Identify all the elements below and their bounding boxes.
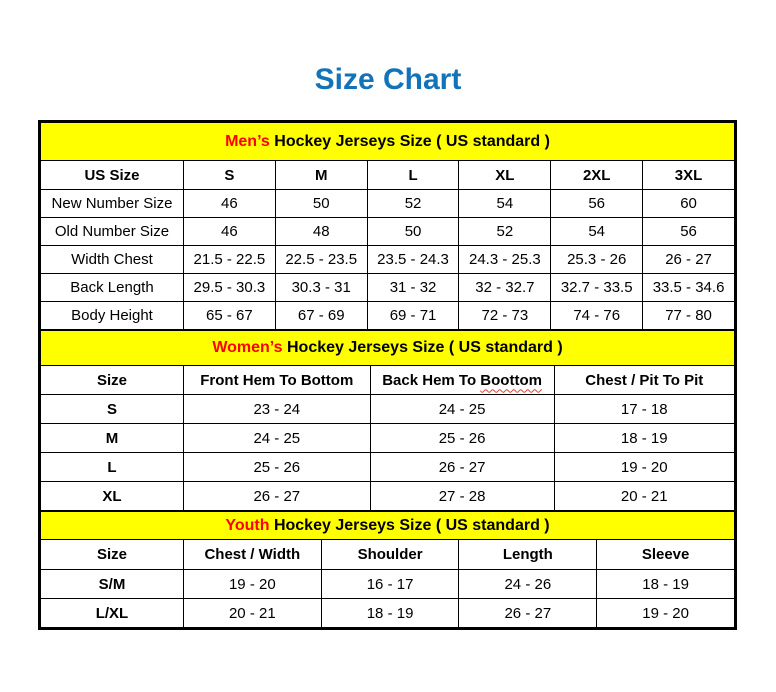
column-header: Size: [41, 540, 184, 570]
back-hem-header-text: Back Hem To: [382, 371, 481, 389]
size-value: 26 - 27: [643, 246, 735, 274]
size-value: 74 - 76: [551, 302, 643, 330]
column-header: 2XL: [551, 161, 643, 190]
row-label: Width Chest: [41, 246, 184, 274]
size-value: 16 - 17: [321, 570, 459, 599]
size-value: 32.7 - 33.5: [551, 274, 643, 302]
size-value: 22.5 - 23.5: [275, 246, 367, 274]
column-header: Chest / Pit To Pit: [554, 366, 734, 395]
table-row: [41, 395, 735, 424]
size-value: 25 - 26: [370, 424, 554, 453]
table-row: [41, 274, 735, 302]
size-value: 52: [367, 190, 459, 218]
misspelled-word-squiggle: Boottom: [480, 371, 542, 389]
womens-section-highlight: Women’s: [212, 339, 283, 356]
size-value: 31 - 32: [367, 274, 459, 302]
column-header: L: [367, 161, 459, 190]
size-value: 23 - 24: [183, 395, 370, 424]
row-label: S: [41, 395, 184, 424]
womens-section-rest: Hockey Jerseys Size ( US standard ): [282, 339, 563, 356]
table-row: [41, 599, 735, 628]
youth-section-rest: Hockey Jerseys Size ( US standard ): [269, 516, 550, 534]
table-row: [41, 190, 735, 218]
size-value: 46: [183, 218, 275, 246]
size-value: 19 - 20: [597, 599, 735, 628]
mens-header-row: [41, 161, 735, 190]
size-value: 19 - 20: [183, 570, 321, 599]
mens-section-header: [41, 123, 735, 161]
womens-header-row: [41, 366, 735, 395]
row-label: L/XL: [41, 599, 184, 628]
size-value: 21.5 - 22.5: [183, 246, 275, 274]
size-value: 19 - 20: [554, 453, 734, 482]
youth-header-row: [41, 540, 735, 570]
size-value: 72 - 73: [459, 302, 551, 330]
table-row: [41, 424, 735, 453]
column-header: 3XL: [643, 161, 735, 190]
size-value: 65 - 67: [183, 302, 275, 330]
womens-section-band: [41, 331, 735, 366]
youth-section-band: [41, 512, 735, 540]
womens-section-header: [41, 331, 735, 366]
column-header: S: [183, 161, 275, 190]
size-value: 17 - 18: [554, 395, 734, 424]
size-value: 18 - 19: [321, 599, 459, 628]
size-value: 48: [275, 218, 367, 246]
size-value: 24 - 26: [459, 570, 597, 599]
size-value: 26 - 27: [459, 599, 597, 628]
size-value: 18 - 19: [597, 570, 735, 599]
size-value: 32 - 32.7: [459, 274, 551, 302]
row-label: L: [41, 453, 184, 482]
size-value: 56: [643, 218, 735, 246]
mens-size-table: [40, 122, 735, 330]
mens-section-rest: Hockey Jerseys Size ( US standard ): [269, 132, 550, 150]
size-value: 26 - 27: [370, 453, 554, 482]
size-value: 50: [367, 218, 459, 246]
size-value: 52: [459, 218, 551, 246]
row-label: Old Number Size: [41, 218, 184, 246]
table-row: [41, 570, 735, 599]
mens-section-band: [41, 123, 735, 161]
column-header: Size: [41, 366, 184, 395]
row-label: New Number Size: [41, 190, 184, 218]
row-label: M: [41, 424, 184, 453]
size-value: 24 - 25: [183, 424, 370, 453]
column-header: US Size: [41, 161, 184, 190]
youth-section-header: [41, 512, 735, 540]
size-value: 20 - 21: [183, 599, 321, 628]
column-header: Sleeve: [597, 540, 735, 570]
mens-section-highlight: Men’s: [225, 132, 270, 150]
size-value: 25.3 - 26: [551, 246, 643, 274]
row-label: Back Length: [41, 274, 184, 302]
row-label: S/M: [41, 570, 184, 599]
youth-section-highlight: Youth: [225, 516, 270, 534]
size-value: 77 - 80: [643, 302, 735, 330]
table-row: [41, 482, 735, 511]
size-value: 67 - 69: [275, 302, 367, 330]
size-value: 24 - 25: [370, 395, 554, 424]
size-value: 50: [275, 190, 367, 218]
column-header: XL: [459, 161, 551, 190]
row-label: Body Height: [41, 302, 184, 330]
size-value: 46: [183, 190, 275, 218]
size-value: 20 - 21: [554, 482, 734, 511]
youth-size-table: [40, 511, 735, 628]
size-value: 69 - 71: [367, 302, 459, 330]
row-label: XL: [41, 482, 184, 511]
size-value: 60: [643, 190, 735, 218]
size-value: 25 - 26: [183, 453, 370, 482]
womens-size-table: [40, 330, 735, 511]
size-value: 27 - 28: [370, 482, 554, 511]
size-chart: [38, 120, 737, 630]
column-header: Shoulder: [321, 540, 459, 570]
column-header: M: [275, 161, 367, 190]
table-row: [41, 218, 735, 246]
size-value: 54: [551, 218, 643, 246]
size-value: 33.5 - 34.6: [643, 274, 735, 302]
column-header: [370, 366, 554, 395]
column-header: Length: [459, 540, 597, 570]
size-value: 30.3 - 31: [275, 274, 367, 302]
size-value: 24.3 - 25.3: [459, 246, 551, 274]
column-header: Chest / Width: [183, 540, 321, 570]
page-title: Size Chart: [314, 63, 462, 96]
size-value: 26 - 27: [183, 482, 370, 511]
size-value: 56: [551, 190, 643, 218]
table-row: [41, 246, 735, 274]
size-value: 18 - 19: [554, 424, 734, 453]
table-row: [41, 453, 735, 482]
size-value: 23.5 - 24.3: [367, 246, 459, 274]
column-header: Front Hem To Bottom: [183, 366, 370, 395]
table-row: [41, 302, 735, 330]
size-value: 54: [459, 190, 551, 218]
size-value: 29.5 - 30.3: [183, 274, 275, 302]
